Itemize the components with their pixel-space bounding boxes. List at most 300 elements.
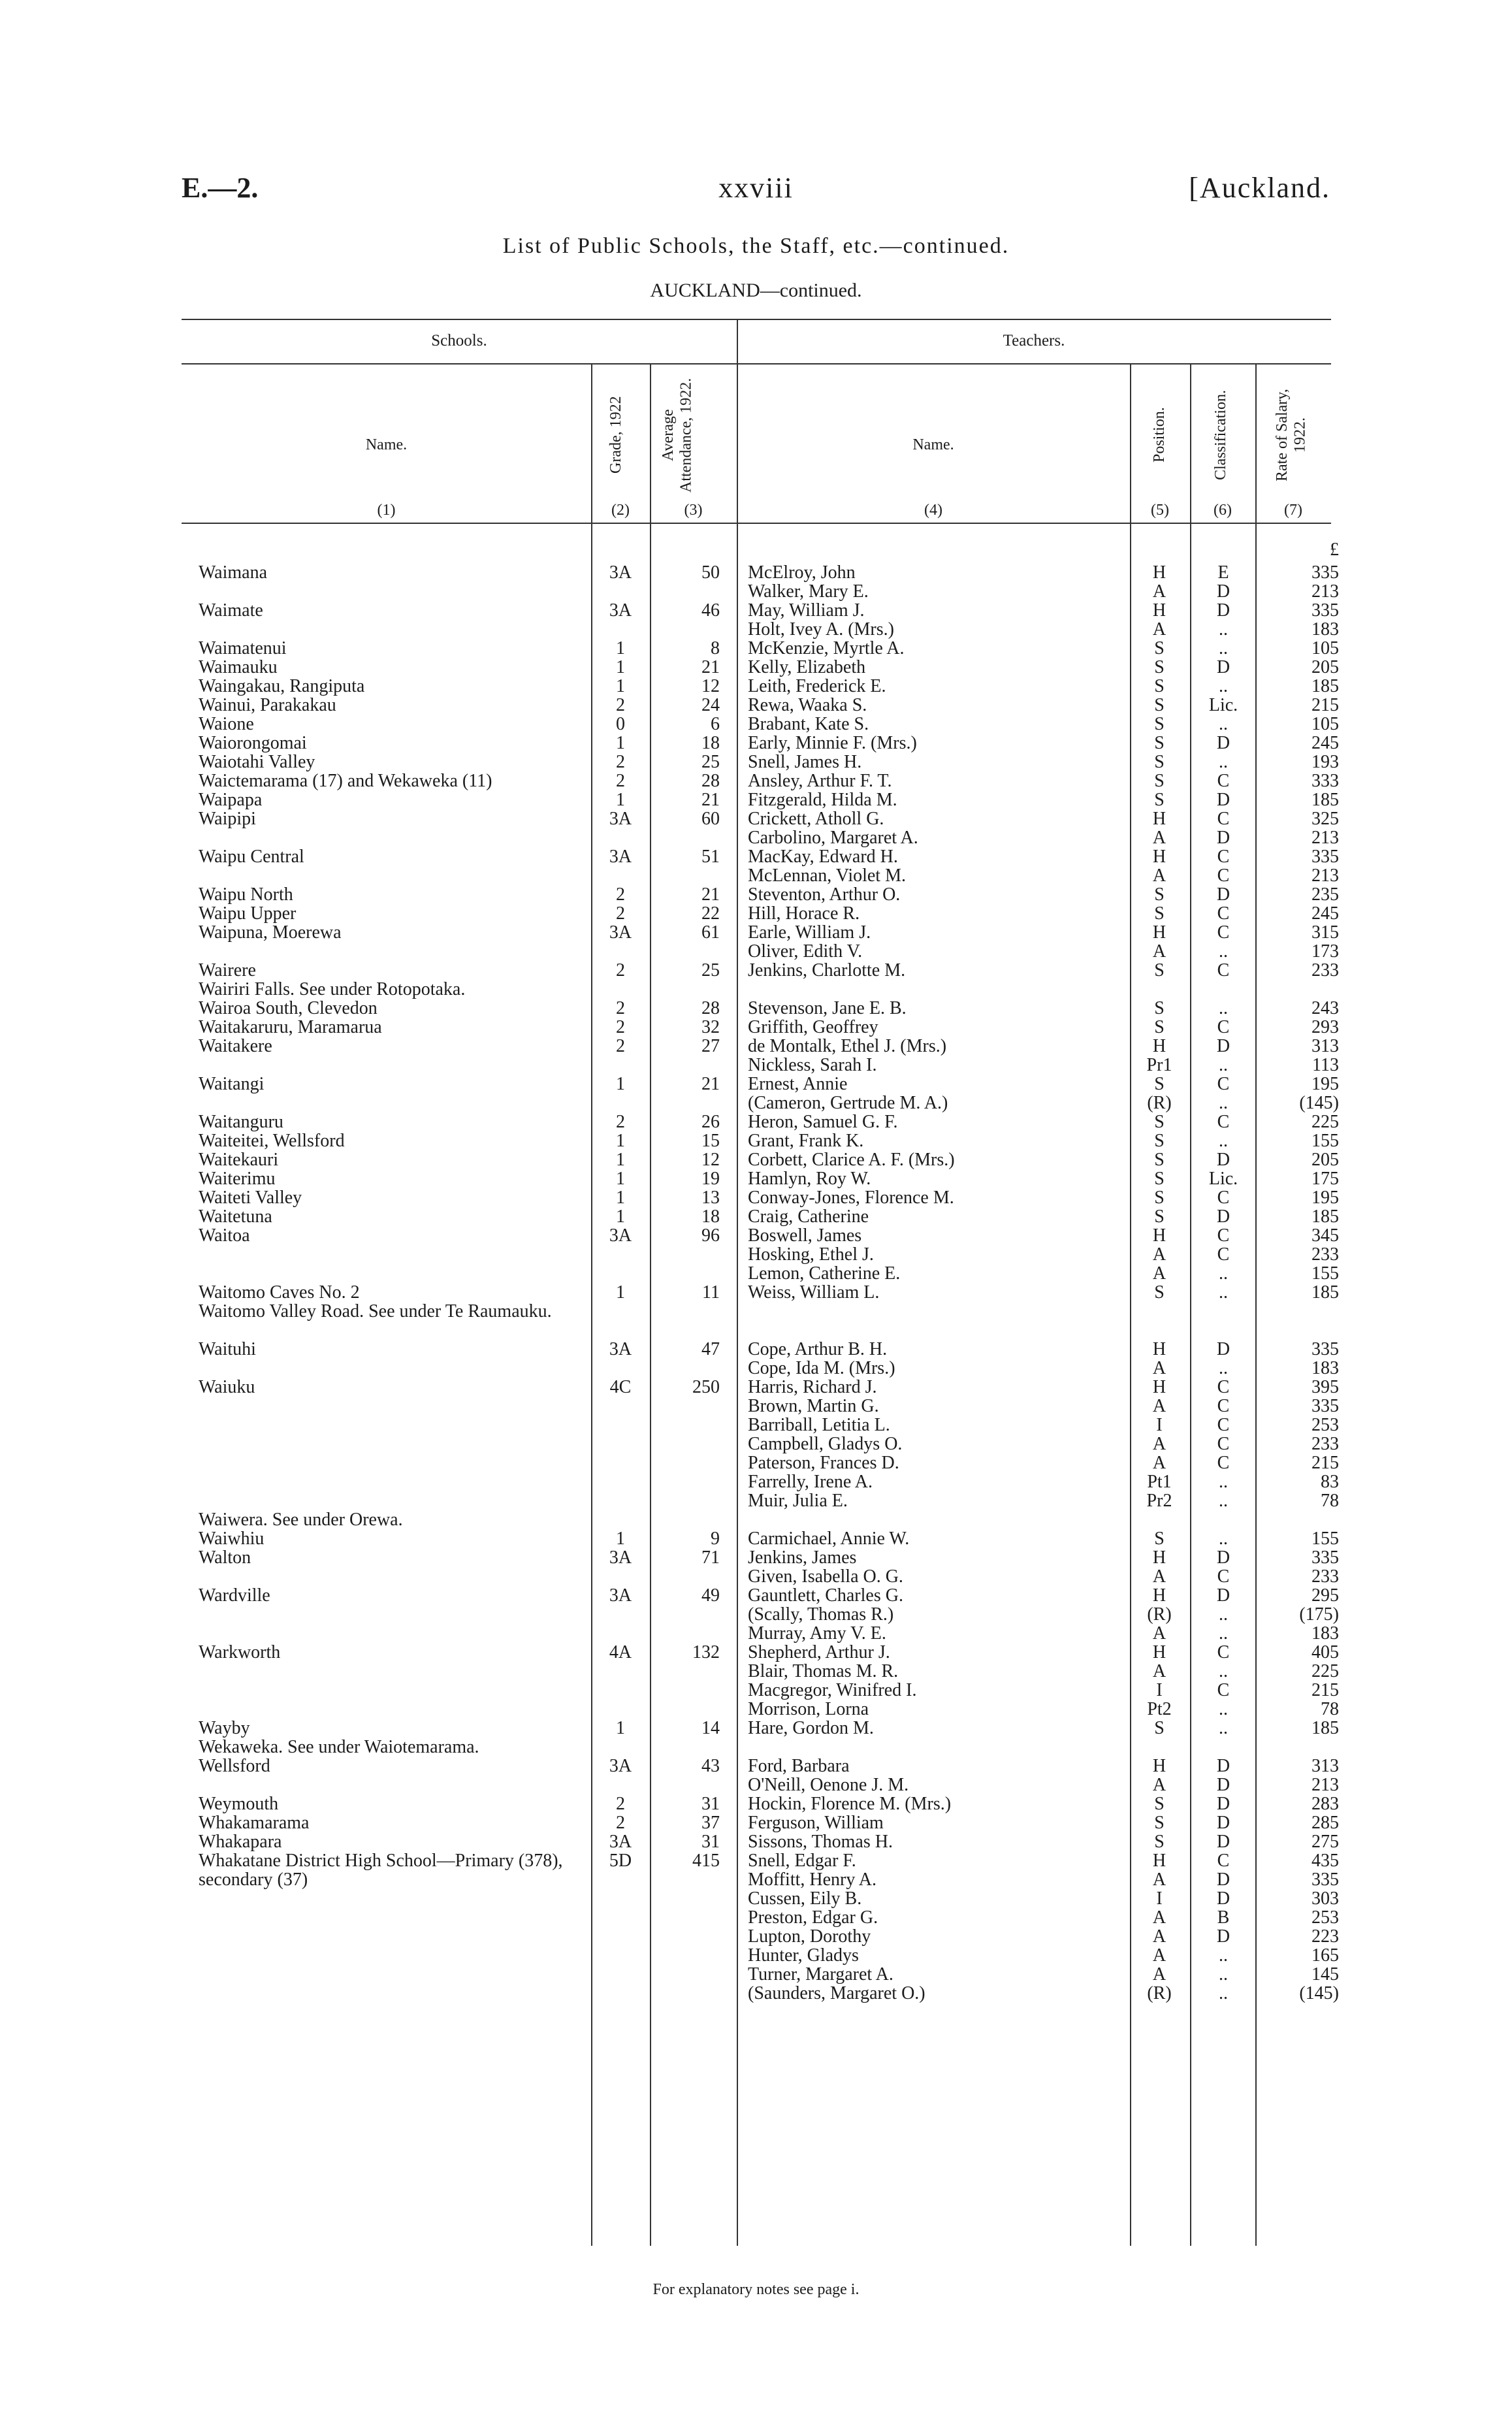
teacher-classification: .. bbox=[1219, 1604, 1228, 1625]
table-row bbox=[0, 904, 1512, 923]
school-grade: 1 bbox=[616, 1207, 625, 1227]
school-grade: 3A bbox=[609, 1339, 632, 1359]
school-grade: 1 bbox=[616, 1169, 625, 1189]
teacher-salary: 275 bbox=[1311, 1832, 1339, 1852]
teacher-name: Snell, Edgar F. bbox=[748, 1851, 856, 1870]
teacher-name: Cope, Arthur B. H. bbox=[748, 1340, 888, 1359]
average-attendance: 32 bbox=[701, 1017, 720, 1037]
teacher-classification: .. bbox=[1219, 941, 1228, 962]
col-number-2: (2) bbox=[611, 502, 630, 519]
teacher-classification: C bbox=[1217, 1017, 1230, 1037]
teacher-classification: C bbox=[1217, 1680, 1230, 1700]
school-name: Waimauku bbox=[199, 658, 278, 677]
teacher-position: H bbox=[1152, 809, 1166, 829]
col-number-6: (6) bbox=[1214, 502, 1232, 519]
average-attendance: 28 bbox=[701, 998, 720, 1018]
teacher-position: S bbox=[1154, 771, 1165, 791]
school-grade: 2 bbox=[616, 1036, 625, 1056]
teacher-position: H bbox=[1152, 1585, 1166, 1606]
table-row bbox=[0, 1681, 1512, 1700]
teacher-position: S bbox=[1154, 1131, 1165, 1151]
teacher-name: Farrelly, Irene A. bbox=[748, 1472, 873, 1491]
table-row bbox=[0, 1738, 1512, 1757]
table-row bbox=[0, 639, 1512, 658]
teacher-name: Brown, Martin G. bbox=[748, 1397, 879, 1416]
teacher-salary: (145) bbox=[1299, 1983, 1339, 2003]
teacher-position: H bbox=[1152, 1756, 1166, 1776]
school-name: Walton bbox=[199, 1548, 251, 1567]
teacher-position: (R) bbox=[1147, 1093, 1172, 1113]
teacher-position: I bbox=[1156, 1680, 1163, 1700]
teacher-position: (R) bbox=[1147, 1604, 1172, 1625]
teacher-classification: .. bbox=[1219, 1983, 1228, 2003]
school-grade: 2 bbox=[616, 1112, 625, 1132]
teacher-name: Steventon, Arthur O. bbox=[748, 885, 901, 904]
school-grade: 5D bbox=[609, 1851, 632, 1871]
table-row bbox=[0, 1908, 1512, 1927]
teacher-salary: 335 bbox=[1311, 1870, 1339, 1890]
teacher-position: Pr2 bbox=[1146, 1491, 1172, 1511]
average-attendance: 9 bbox=[711, 1529, 720, 1549]
table-row bbox=[0, 1965, 1512, 1984]
table-row bbox=[0, 1037, 1512, 1056]
teacher-salary: 253 bbox=[1311, 1907, 1339, 1928]
average-attendance: 26 bbox=[701, 1112, 720, 1132]
school-grade: 3A bbox=[609, 1225, 632, 1246]
teacher-classification: D bbox=[1216, 1832, 1231, 1852]
table-row bbox=[0, 1832, 1512, 1851]
school-grade: 1 bbox=[616, 1131, 625, 1151]
table-row bbox=[0, 1302, 1512, 1321]
teacher-position: A bbox=[1152, 1661, 1166, 1681]
school-name: Waiuku bbox=[199, 1378, 255, 1397]
table-row bbox=[0, 1946, 1512, 1965]
teacher-position: A bbox=[1152, 1244, 1166, 1265]
teacher-position: S bbox=[1154, 752, 1165, 772]
teacher-position: S bbox=[1154, 903, 1165, 924]
school-name: Whakapara bbox=[199, 1832, 282, 1851]
teacher-position: H bbox=[1152, 1851, 1166, 1871]
teacher-position: H bbox=[1152, 1642, 1166, 1662]
table-row bbox=[0, 715, 1512, 734]
teacher-salary: 225 bbox=[1311, 1112, 1339, 1132]
teacher-name: (Scally, Thomas R.) bbox=[748, 1605, 894, 1624]
teacher-position: S bbox=[1154, 638, 1165, 658]
average-attendance: 21 bbox=[701, 884, 720, 905]
teacher-name: Weiss, William L. bbox=[748, 1283, 880, 1302]
table-row bbox=[0, 1226, 1512, 1245]
teacher-name: Ernest, Annie bbox=[748, 1075, 848, 1094]
teacher-classification: C bbox=[1217, 866, 1230, 886]
table-row bbox=[0, 620, 1512, 639]
teacher-name: Carmichael, Annie W. bbox=[748, 1529, 910, 1548]
average-attendance: 49 bbox=[701, 1585, 720, 1606]
teacher-salary: 313 bbox=[1311, 1756, 1339, 1776]
table-row bbox=[0, 1889, 1512, 1908]
teacher-classification: C bbox=[1217, 771, 1230, 791]
school-name: Waingakau, Rangiputa bbox=[199, 677, 365, 696]
table-row bbox=[0, 1131, 1512, 1150]
teacher-salary: 235 bbox=[1311, 884, 1339, 905]
teacher-name: McKenzie, Myrtle A. bbox=[748, 639, 905, 658]
teacher-name: Murray, Amy V. E. bbox=[748, 1624, 886, 1643]
teacher-salary: 155 bbox=[1311, 1529, 1339, 1549]
table-row bbox=[0, 1700, 1512, 1719]
school-name: Wainui, Parakakau bbox=[199, 696, 336, 715]
teacher-salary: 213 bbox=[1311, 828, 1339, 848]
teacher-salary: 213 bbox=[1311, 581, 1339, 602]
teacher-name: Boswell, James bbox=[748, 1226, 862, 1245]
teacher-name: Griffith, Geoffrey bbox=[748, 1018, 878, 1037]
teacher-name: Hockin, Florence M. (Mrs.) bbox=[748, 1794, 952, 1813]
school-name: Weymouth bbox=[199, 1794, 279, 1813]
teacher-classification: C bbox=[1217, 1851, 1230, 1871]
teacher-classification: .. bbox=[1219, 1131, 1228, 1151]
teacher-name: Crickett, Atholl G. bbox=[748, 809, 884, 828]
teacher-classification: D bbox=[1216, 884, 1231, 905]
teacher-salary: 183 bbox=[1311, 619, 1339, 640]
average-attendance: 19 bbox=[701, 1169, 720, 1189]
teacher-position: S bbox=[1154, 1017, 1165, 1037]
teacher-classification: C bbox=[1217, 903, 1230, 924]
teacher-name: Hill, Horace R. bbox=[748, 904, 860, 923]
table-row bbox=[0, 696, 1512, 715]
teacher-salary: 313 bbox=[1311, 1036, 1339, 1056]
school-name: Wellsford bbox=[199, 1757, 270, 1775]
teacher-classification: D bbox=[1216, 1888, 1231, 1909]
teacher-name: Carbolino, Margaret A. bbox=[748, 828, 918, 847]
teacher-classification: D bbox=[1216, 600, 1231, 621]
teacher-position: A bbox=[1152, 619, 1166, 640]
table-row bbox=[0, 1472, 1512, 1491]
teacher-position: S bbox=[1154, 998, 1165, 1018]
teacher-salary: 183 bbox=[1311, 1358, 1339, 1378]
table-row bbox=[0, 1757, 1512, 1775]
school-name: Waiwera. See under Orewa. bbox=[199, 1510, 403, 1529]
teacher-classification: .. bbox=[1219, 1263, 1228, 1284]
teacher-salary: 233 bbox=[1311, 1434, 1339, 1454]
school-grade: 1 bbox=[616, 676, 625, 696]
col-header-classification: Classification. bbox=[1212, 390, 1229, 480]
average-attendance: 50 bbox=[701, 562, 720, 583]
teacher-position: S bbox=[1154, 790, 1165, 810]
teacher-classification: .. bbox=[1219, 1472, 1228, 1492]
teacher-classification: .. bbox=[1219, 714, 1228, 734]
teacher-position: H bbox=[1152, 1377, 1166, 1397]
school-name: Waiterimu bbox=[199, 1169, 276, 1188]
teacher-name: Kelly, Elizabeth bbox=[748, 658, 866, 677]
group-header-teachers: Teachers. bbox=[1003, 332, 1065, 349]
teacher-classification: D bbox=[1216, 1150, 1231, 1170]
table-row bbox=[0, 1321, 1512, 1340]
teacher-name: Macgregor, Winifred I. bbox=[748, 1681, 917, 1700]
teacher-classification: D bbox=[1216, 1339, 1231, 1359]
teacher-name: Given, Isabella O. G. bbox=[748, 1567, 903, 1586]
teacher-salary: 185 bbox=[1311, 790, 1339, 810]
teacher-position: H bbox=[1152, 1225, 1166, 1246]
table-row bbox=[0, 1075, 1512, 1094]
school-name: Whakatane District High School—Primary (378), secondary (37) bbox=[199, 1851, 563, 1889]
teacher-classification: C bbox=[1217, 960, 1230, 980]
school-name: Whakamarama bbox=[199, 1813, 310, 1832]
school-name: Waiteti Valley bbox=[199, 1188, 302, 1207]
teacher-classification: B bbox=[1217, 1907, 1230, 1928]
teacher-classification: .. bbox=[1219, 619, 1228, 640]
teacher-classification: .. bbox=[1219, 1699, 1228, 1719]
table-row bbox=[0, 1378, 1512, 1397]
teacher-position: A bbox=[1152, 1926, 1166, 1947]
school-grade: 1 bbox=[616, 1188, 625, 1208]
average-attendance: 37 bbox=[701, 1813, 720, 1833]
average-attendance: 6 bbox=[711, 714, 720, 734]
school-name: Wairoa South, Clevedon bbox=[199, 999, 378, 1018]
teacher-salary: 243 bbox=[1311, 998, 1339, 1018]
average-attendance: 43 bbox=[701, 1756, 720, 1776]
average-attendance: 132 bbox=[692, 1642, 720, 1662]
teacher-classification: .. bbox=[1219, 1964, 1228, 1984]
teacher-classification: Lic. bbox=[1208, 1169, 1238, 1189]
school-name: Waitomo Caves No. 2 bbox=[199, 1283, 360, 1302]
teacher-name: Cope, Ida M. (Mrs.) bbox=[748, 1359, 895, 1378]
school-name: Waitetuna bbox=[199, 1207, 272, 1226]
teacher-salary: 233 bbox=[1311, 1566, 1339, 1587]
teacher-position: H bbox=[1152, 922, 1166, 943]
teacher-salary: 145 bbox=[1311, 1964, 1339, 1984]
teacher-classification: C bbox=[1217, 1112, 1230, 1132]
teacher-classification: .. bbox=[1219, 1945, 1228, 1966]
table-row bbox=[0, 828, 1512, 847]
teacher-position: A bbox=[1152, 1945, 1166, 1966]
teacher-position: A bbox=[1152, 941, 1166, 962]
table-row bbox=[0, 1586, 1512, 1605]
teacher-salary: 283 bbox=[1311, 1794, 1339, 1814]
teacher-classification: C bbox=[1217, 1074, 1230, 1094]
teacher-salary: 83 bbox=[1321, 1472, 1339, 1492]
school-name: Waipu Central bbox=[199, 847, 304, 866]
teacher-classification: D bbox=[1216, 1870, 1231, 1890]
teacher-salary: 105 bbox=[1311, 714, 1339, 734]
teacher-classification: .. bbox=[1219, 1055, 1228, 1075]
teacher-name: Early, Minnie F. (Mrs.) bbox=[748, 734, 917, 753]
teacher-name: Lupton, Dorothy bbox=[748, 1927, 871, 1946]
teacher-classification: C bbox=[1217, 922, 1230, 943]
teacher-salary: 173 bbox=[1311, 941, 1339, 962]
school-name: Waitoa bbox=[199, 1226, 250, 1245]
school-name: Waictemarama (17) and Wekaweka (11) bbox=[199, 771, 492, 790]
school-name: Waitanguru bbox=[199, 1112, 283, 1131]
teacher-position: A bbox=[1152, 1870, 1166, 1890]
table-row bbox=[0, 1529, 1512, 1548]
teacher-salary: 215 bbox=[1311, 1680, 1339, 1700]
average-attendance: 31 bbox=[701, 1832, 720, 1852]
table-row bbox=[0, 1605, 1512, 1624]
teacher-position: A bbox=[1152, 1964, 1166, 1984]
school-grade: 2 bbox=[616, 1017, 625, 1037]
currency-symbol: £ bbox=[1330, 540, 1339, 560]
teacher-classification: D bbox=[1216, 1207, 1231, 1227]
school-grade: 1 bbox=[616, 790, 625, 810]
teacher-name: Gauntlett, Charles G. bbox=[748, 1586, 903, 1605]
teacher-name: Turner, Margaret A. bbox=[748, 1965, 893, 1984]
teacher-position: S bbox=[1154, 1074, 1165, 1094]
teacher-classification: C bbox=[1217, 1642, 1230, 1662]
teacher-classification: .. bbox=[1219, 1491, 1228, 1511]
teacher-salary: 333 bbox=[1311, 771, 1339, 791]
teacher-classification: D bbox=[1216, 790, 1231, 810]
teacher-salary: 213 bbox=[1311, 866, 1339, 886]
teacher-classification: D bbox=[1216, 581, 1231, 602]
page-title: List of Public Schools, the Staff, etc.—continued. bbox=[502, 234, 1010, 258]
teacher-classification: C bbox=[1217, 1188, 1230, 1208]
table-row bbox=[0, 923, 1512, 942]
school-name: Waipu North bbox=[199, 885, 293, 904]
col-header-salary: Rate of Salary, 1922. bbox=[1274, 389, 1309, 481]
teacher-name: Leith, Frederick E. bbox=[748, 677, 886, 696]
teacher-salary: 295 bbox=[1311, 1585, 1339, 1606]
table-row bbox=[0, 563, 1512, 582]
teacher-name: May, William J. bbox=[748, 601, 865, 620]
table-row bbox=[0, 1510, 1512, 1529]
teacher-salary: 233 bbox=[1311, 1244, 1339, 1265]
teacher-name: Sissons, Thomas H. bbox=[748, 1832, 893, 1851]
teacher-name: Morrison, Lorna bbox=[748, 1700, 869, 1719]
teacher-classification: D bbox=[1216, 1794, 1231, 1814]
average-attendance: 12 bbox=[701, 676, 720, 696]
table-row bbox=[0, 1984, 1512, 2003]
school-grade: 1 bbox=[616, 1282, 625, 1303]
average-attendance: 31 bbox=[701, 1794, 720, 1814]
average-attendance: 8 bbox=[711, 638, 720, 658]
teacher-salary: 113 bbox=[1312, 1055, 1339, 1075]
average-attendance: 96 bbox=[701, 1225, 720, 1246]
col-number-4: (4) bbox=[924, 502, 942, 519]
teacher-salary: 155 bbox=[1311, 1131, 1339, 1151]
school-grade: 3A bbox=[609, 562, 632, 583]
average-attendance: 25 bbox=[701, 752, 720, 772]
teacher-classification: C bbox=[1217, 1377, 1230, 1397]
table-top-rule bbox=[182, 319, 1331, 320]
col-number-7: (7) bbox=[1284, 502, 1302, 519]
table-row bbox=[0, 1094, 1512, 1112]
table-row bbox=[0, 790, 1512, 809]
teacher-position: H bbox=[1152, 600, 1166, 621]
teacher-salary: 335 bbox=[1311, 600, 1339, 621]
page-number: xxviii bbox=[718, 172, 794, 204]
teacher-name: Snell, James H. bbox=[748, 753, 862, 771]
teacher-position: S bbox=[1154, 1207, 1165, 1227]
teacher-salary: 253 bbox=[1311, 1415, 1339, 1435]
school-name: Waitakere bbox=[199, 1037, 272, 1056]
teacher-name: McElroy, John bbox=[748, 563, 856, 582]
teacher-salary: (145) bbox=[1299, 1093, 1339, 1113]
teacher-name: Hare, Gordon M. bbox=[748, 1719, 874, 1738]
teacher-classification: D bbox=[1216, 733, 1231, 753]
table-row bbox=[0, 734, 1512, 753]
teacher-name: Hunter, Gladys bbox=[748, 1946, 859, 1965]
table-row bbox=[0, 771, 1512, 790]
teacher-salary: 78 bbox=[1321, 1699, 1339, 1719]
school-name: Waimana bbox=[199, 563, 268, 582]
school-grade: 2 bbox=[616, 1794, 625, 1814]
teacher-classification: .. bbox=[1219, 638, 1228, 658]
school-grade: 3A bbox=[609, 1547, 632, 1568]
teacher-position: A bbox=[1152, 1396, 1166, 1416]
average-attendance: 21 bbox=[701, 657, 720, 677]
teacher-classification: .. bbox=[1219, 1358, 1228, 1378]
teacher-name: O'Neill, Oenone J. M. bbox=[748, 1775, 909, 1794]
table-row bbox=[0, 1359, 1512, 1378]
teacher-position: S bbox=[1154, 1150, 1165, 1170]
teacher-position: Pt2 bbox=[1147, 1699, 1172, 1719]
table-row bbox=[0, 1112, 1512, 1131]
teacher-position: S bbox=[1154, 1169, 1165, 1189]
average-attendance: 15 bbox=[701, 1131, 720, 1151]
teacher-name: Ford, Barbara bbox=[748, 1757, 850, 1775]
teacher-classification: C bbox=[1217, 1453, 1230, 1473]
teacher-salary: 325 bbox=[1311, 809, 1339, 829]
teacher-position: S bbox=[1154, 1529, 1165, 1549]
teacher-classification: .. bbox=[1219, 752, 1228, 772]
teacher-salary: 205 bbox=[1311, 1150, 1339, 1170]
school-grade: 3A bbox=[609, 1585, 632, 1606]
school-name: Waiwhiu bbox=[199, 1529, 265, 1548]
teacher-salary: 195 bbox=[1311, 1074, 1339, 1094]
teacher-position: S bbox=[1154, 960, 1165, 980]
teacher-salary: 315 bbox=[1311, 922, 1339, 943]
table-row bbox=[0, 866, 1512, 885]
teacher-classification: D bbox=[1216, 1926, 1231, 1947]
school-name: Waitekauri bbox=[199, 1150, 279, 1169]
average-attendance: 25 bbox=[701, 960, 720, 980]
school-name: Wairiri Falls. See under Rotopotaka. bbox=[199, 980, 466, 999]
teacher-name: Barriball, Letitia L. bbox=[748, 1416, 890, 1434]
school-name: Wairere bbox=[199, 961, 256, 980]
col-header-position: Position. bbox=[1151, 407, 1168, 463]
teacher-salary: 215 bbox=[1311, 695, 1339, 715]
school-grade: 2 bbox=[616, 695, 625, 715]
teacher-position: A bbox=[1152, 1453, 1166, 1473]
teacher-classification: C bbox=[1217, 847, 1230, 867]
col-number-5: (5) bbox=[1151, 502, 1169, 519]
school-name: Wardville bbox=[199, 1586, 270, 1605]
teacher-name: Brabant, Kate S. bbox=[748, 715, 869, 734]
average-attendance: 21 bbox=[701, 790, 720, 810]
table-row bbox=[0, 1548, 1512, 1567]
teacher-classification: C bbox=[1217, 1396, 1230, 1416]
teacher-salary: 225 bbox=[1311, 1661, 1339, 1681]
teacher-position: S bbox=[1154, 884, 1165, 905]
teacher-salary: 395 bbox=[1311, 1377, 1339, 1397]
teacher-classification: D bbox=[1216, 1756, 1231, 1776]
teacher-name: Lemon, Catherine E. bbox=[748, 1264, 901, 1283]
teacher-salary: 335 bbox=[1311, 562, 1339, 583]
school-grade: 3A bbox=[609, 600, 632, 621]
average-attendance: 21 bbox=[701, 1074, 720, 1094]
school-name: Wekaweka. See under Waiotemarama. bbox=[199, 1738, 479, 1757]
teacher-position: Pt1 bbox=[1147, 1472, 1172, 1492]
school-grade: 3A bbox=[609, 1756, 632, 1776]
teacher-position: I bbox=[1156, 1415, 1163, 1435]
teacher-classification: .. bbox=[1219, 1529, 1228, 1549]
teacher-position: S bbox=[1154, 676, 1165, 696]
teacher-salary: 293 bbox=[1311, 1017, 1339, 1037]
teacher-position: S bbox=[1154, 1718, 1165, 1738]
school-grade: 1 bbox=[616, 1150, 625, 1170]
col-number-3: (3) bbox=[684, 502, 703, 519]
teacher-position: S bbox=[1154, 1188, 1165, 1208]
table-row bbox=[0, 1643, 1512, 1662]
table-row bbox=[0, 1813, 1512, 1832]
